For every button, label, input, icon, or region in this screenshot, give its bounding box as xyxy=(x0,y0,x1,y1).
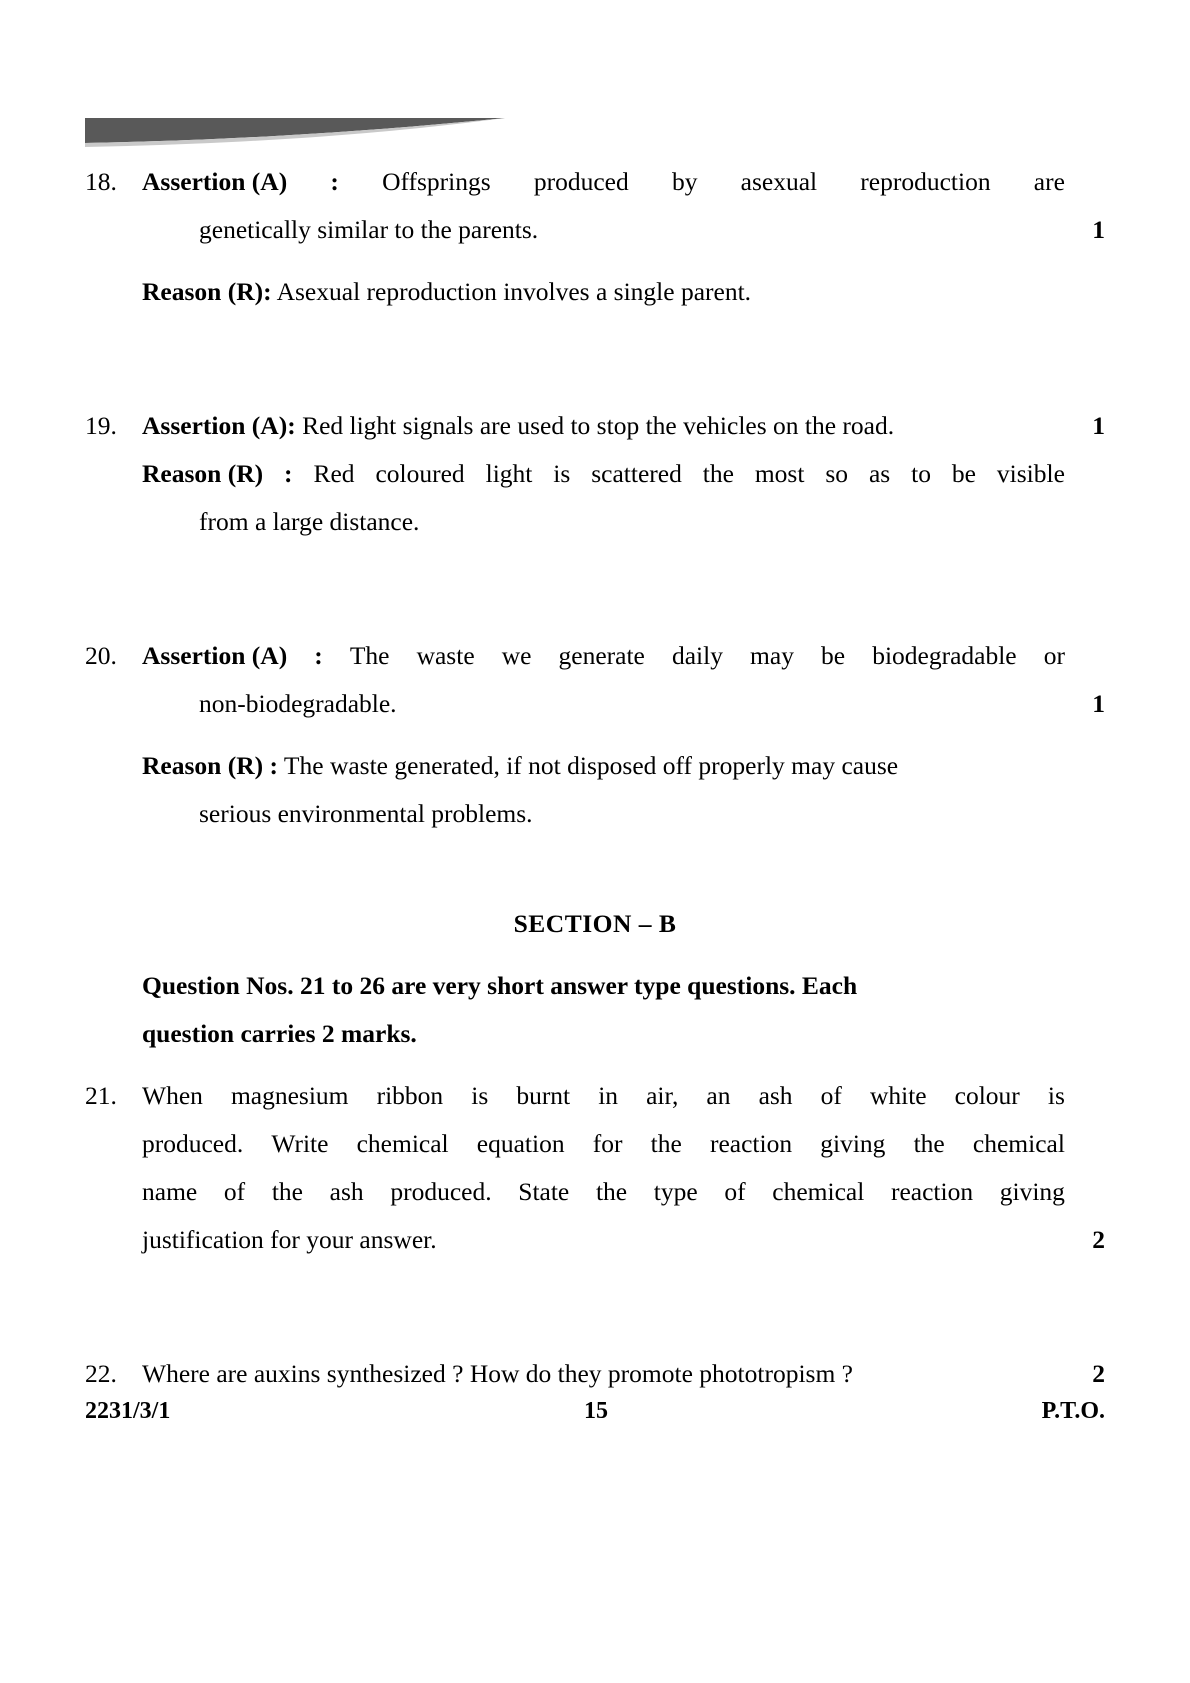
section-b-heading: SECTION – B xyxy=(513,909,677,938)
question-18-assertion-line-2: genetically similar to the parents. xyxy=(199,215,539,244)
question-19-marks: 1 xyxy=(1092,411,1105,440)
question-20 xyxy=(85,632,1105,680)
question-19 xyxy=(85,402,1105,450)
assertion-label: Assertion (A) xyxy=(142,167,288,196)
question-21-marks: 2 xyxy=(1092,1225,1105,1254)
question-22 xyxy=(85,1350,1105,1398)
question-18-number: 18. xyxy=(85,167,117,196)
turn-over-label: P.T.O. xyxy=(1041,1398,1105,1424)
question-19-reason-line-2: from a large distance. xyxy=(199,507,420,536)
question-20-assertion-line-2: non-biodegradable. xyxy=(199,689,397,718)
question-22-line-1: Where are auxins synthesized ? How do they promote phototropism ? xyxy=(142,1359,853,1388)
question-19-reason-line-1: Reason (R) : Red coloured light is scattered the most so as to be visible xyxy=(142,450,1065,498)
section-b-instruction-line-2: question carries 2 marks. xyxy=(142,1019,417,1048)
page-number: 15 xyxy=(583,1398,608,1424)
question-21 xyxy=(85,1072,1105,1216)
question-20-number: 20. xyxy=(85,641,117,670)
assertion-colon: : xyxy=(287,411,296,440)
question-18 xyxy=(85,158,1105,206)
question-18-marks: 1 xyxy=(1092,215,1105,244)
question-18-assertion-line-1: Assertion (A) : Offsprings produced by asexual reproduction are xyxy=(142,158,1065,206)
question-22-marks: 2 xyxy=(1092,1359,1105,1388)
assertion-label: Assertion (A) xyxy=(142,641,288,670)
assertion-colon: : xyxy=(314,641,323,670)
decorative-wedge-graphic xyxy=(85,116,505,150)
assertion-label: Assertion (A) xyxy=(142,411,288,440)
reason-colon: : xyxy=(263,277,272,306)
question-21-line-3: name of the ash produced. State the type of chemical reaction giving xyxy=(142,1177,1065,1206)
question-22-number: 22. xyxy=(85,1359,117,1388)
question-21-line-1: When magnesium ribbon is burnt in air, an ash of white colour is xyxy=(142,1081,1065,1110)
question-20-reason-line-1: Reason (R) : The waste generated, if not disposed off properly may cause xyxy=(142,751,899,780)
page-footer xyxy=(85,1398,1105,1425)
reason-label: Reason (R) xyxy=(142,459,264,488)
question-21-line-2: produced. Write chemical equation for the reaction giving the chemical xyxy=(142,1129,1065,1158)
assertion-colon: : xyxy=(330,167,339,196)
reason-label: Reason (R) xyxy=(142,277,264,306)
question-19-number: 19. xyxy=(85,411,117,440)
question-19-assertion-line-1: Assertion (A): Red light signals are used to stop the vehicles on the road. xyxy=(142,411,895,440)
section-b-instruction-line-1: Question Nos. 21 to 26 are very short answer type questions. Each xyxy=(142,971,858,1000)
question-content-column xyxy=(85,158,1105,1398)
question-18-reason-line-1: Reason (R): Asexual reproduction involves a single parent. xyxy=(142,277,752,306)
question-20-reason-line-2: serious environmental problems. xyxy=(199,799,533,828)
question-21-line-4: justification for your answer. xyxy=(142,1225,437,1254)
reason-label: Reason (R) xyxy=(142,751,264,780)
question-20-assertion-line-1: Assertion (A) : The waste we generate daily may be biodegradable or xyxy=(142,632,1065,680)
question-20-marks: 1 xyxy=(1092,689,1105,718)
reason-colon: : xyxy=(284,459,293,488)
reason-colon: : xyxy=(269,751,278,780)
question-21-number: 21. xyxy=(85,1081,117,1110)
paper-code: 2231/3/1 xyxy=(85,1398,171,1424)
